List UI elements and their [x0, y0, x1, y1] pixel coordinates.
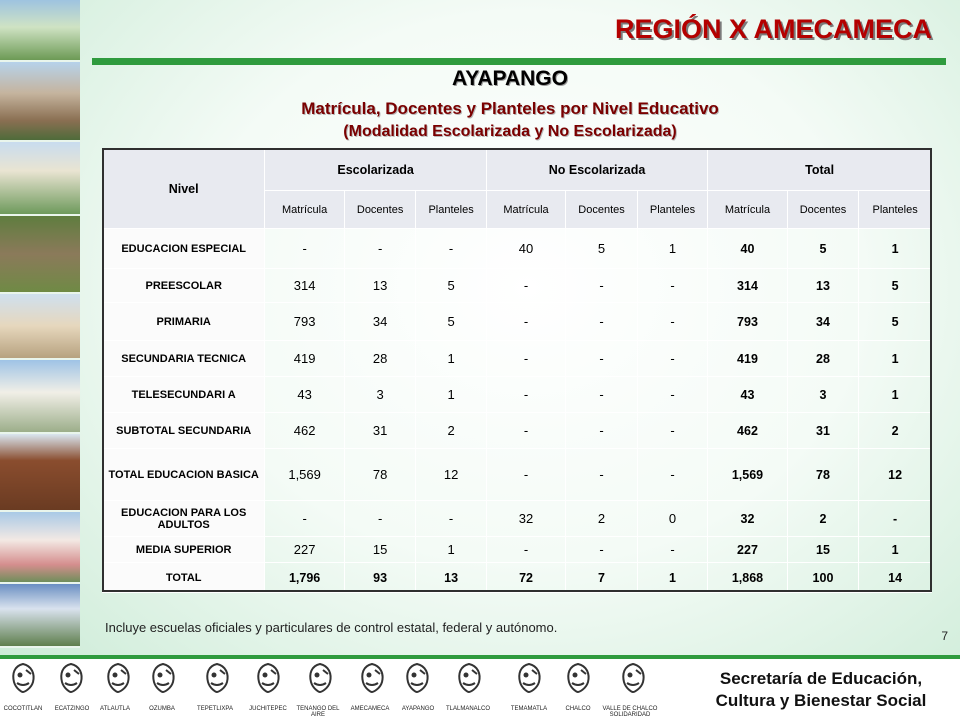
subheader-cell: Matrícula [708, 191, 787, 229]
header-total: Total [708, 149, 932, 191]
table-cell: 1 [859, 377, 932, 413]
subheader-cell: Docentes [787, 191, 859, 229]
secretaria-logo-text [692, 668, 950, 712]
table-cell: - [637, 269, 707, 303]
table-cell: - [637, 303, 707, 341]
municipio-glyph-icon [305, 662, 335, 694]
table-cell: - [859, 501, 932, 537]
table-row [103, 269, 932, 303]
municipio-label: VALLE DE CHALCO SOLIDARIDAD [602, 706, 658, 718]
row-nivel-label: TELESECUNDARI A [103, 377, 265, 413]
table-cell: 5 [566, 229, 638, 269]
subheader-cell: Planteles [637, 191, 707, 229]
table-row [103, 449, 932, 501]
table-cell: 28 [344, 341, 416, 377]
row-nivel-label: EDUCACION ESPECIAL [103, 229, 265, 269]
tower-photo [0, 434, 80, 512]
municipio-label: TEPETLIXPA [197, 706, 233, 712]
municipio-label: TLALMANALCO [445, 706, 490, 712]
table-cell: 34 [787, 303, 859, 341]
table-cell: - [486, 449, 565, 501]
table-cell: 2 [566, 501, 638, 537]
table-cell: 3 [344, 377, 416, 413]
municipio-label: TEMAMATLA [510, 706, 548, 712]
table-cell: - [344, 229, 416, 269]
table-cell: 2 [787, 501, 859, 537]
table-cell: 72 [486, 563, 565, 593]
table-cell: 14 [859, 563, 932, 593]
ruins-photo [0, 216, 80, 294]
municipio-label: CHALCO [565, 706, 591, 712]
table-cell: 31 [344, 413, 416, 449]
table-cell: 1 [859, 341, 932, 377]
row-nivel-label: TOTAL EDUCACION BASICA [103, 449, 265, 501]
table-cell: 3 [787, 377, 859, 413]
table-cell: 793 [708, 303, 787, 341]
table-cell: - [486, 377, 565, 413]
table-cell: 78 [344, 449, 416, 501]
table-cell: 462 [708, 413, 787, 449]
table-cell: 419 [265, 341, 344, 377]
municipio-glyph-icon [357, 662, 387, 694]
table-cell: 13 [416, 563, 486, 593]
table-cell: 793 [265, 303, 344, 341]
municipio-glyph-icon [618, 662, 648, 694]
table-cell: 1 [637, 229, 707, 269]
table-cell: - [566, 341, 638, 377]
table-cell: - [416, 229, 486, 269]
table-cell: 32 [486, 501, 565, 537]
table-cell: 31 [787, 413, 859, 449]
table-cell: 1 [416, 341, 486, 377]
table-cell: 1 [859, 229, 932, 269]
table-cell: - [416, 501, 486, 537]
table-cell: 40 [486, 229, 565, 269]
subheader-cell: Matrícula [265, 191, 344, 229]
municipio-label: COCOTITLAN [3, 706, 43, 712]
chapel-photo [0, 360, 80, 434]
municipio-label: JUCHITEPEC [249, 706, 287, 712]
table-row [103, 563, 932, 593]
table-cell: 1 [416, 377, 486, 413]
municipio-glyph-icon [514, 662, 544, 694]
table-cell: - [637, 449, 707, 501]
table-cell: - [486, 413, 565, 449]
row-nivel-label: TOTAL [103, 563, 265, 593]
table-cell: 5 [416, 303, 486, 341]
table-cell: 1,868 [708, 563, 787, 593]
table-cell: 5 [859, 303, 932, 341]
municipio-glyph-icon [253, 662, 283, 694]
table-cell: 462 [265, 413, 344, 449]
table-cell: - [486, 537, 565, 563]
table-body [103, 229, 932, 593]
table-cell: - [265, 229, 344, 269]
row-nivel-label: SECUNDARIA TECNICA [103, 341, 265, 377]
table-cell: 13 [344, 269, 416, 303]
table-cell: 2 [859, 413, 932, 449]
subheader-cell: Planteles [416, 191, 486, 229]
table-cell: 1 [637, 563, 707, 593]
table-cell: 28 [787, 341, 859, 377]
table-row [103, 303, 932, 341]
table-cell: 1 [416, 537, 486, 563]
table-cell: - [486, 303, 565, 341]
municipio-glyph-icon [563, 662, 593, 694]
table-cell: - [566, 449, 638, 501]
header-nivel: Nivel [103, 149, 265, 229]
table-cell: 314 [708, 269, 787, 303]
table-cell: - [486, 269, 565, 303]
table-cell: - [566, 413, 638, 449]
temple-photo [0, 512, 80, 584]
table-cell: 227 [708, 537, 787, 563]
table-cell: - [566, 537, 638, 563]
table-cell: 100 [787, 563, 859, 593]
subheader-cell: Planteles [859, 191, 932, 229]
subtitle-modalidad: (Modalidad Escolarizada y No Escolarizada) [343, 123, 677, 140]
table-cell: - [486, 341, 565, 377]
table-cell: 0 [637, 501, 707, 537]
row-nivel-label: PRIMARIA [103, 303, 265, 341]
village-photo [0, 142, 80, 216]
table-cell: 13 [787, 269, 859, 303]
table-cell: 5 [416, 269, 486, 303]
row-nivel-label: EDUCACION PARA LOS ADULTOS [103, 501, 265, 537]
table-cell: 1,569 [265, 449, 344, 501]
footnote: Incluye escuelas oficiales y particulares de control estatal, federal y autónomo. [105, 620, 558, 635]
table-row [103, 413, 932, 449]
data-table-wrapper [102, 148, 932, 592]
table-row [103, 537, 932, 563]
photo-strip [0, 0, 80, 650]
municipio-label: TENANGO DEL AIRE [296, 706, 340, 718]
data-table [102, 148, 932, 593]
secretaria-line2: Cultura y Bienestar Social [715, 691, 927, 710]
subtitle: Matrícula, Docentes y Planteles por Nivel Educativo [301, 99, 719, 118]
subheader-cell: Docentes [566, 191, 638, 229]
volcano-photo [0, 584, 80, 648]
table-cell: 7 [566, 563, 638, 593]
table-cell: - [637, 341, 707, 377]
title-rule [92, 58, 946, 65]
table-cell: - [344, 501, 416, 537]
table-cell: 1,796 [265, 563, 344, 593]
municipio-label: AYAPANGO [401, 706, 435, 712]
table-cell: 12 [859, 449, 932, 501]
landscape-photo [0, 0, 80, 62]
table-cell: 40 [708, 229, 787, 269]
municipio-glyph-icon [8, 662, 38, 694]
municipio-glyph-icon [202, 662, 232, 694]
table-cell: 93 [344, 563, 416, 593]
row-nivel-label: PREESCOLAR [103, 269, 265, 303]
municipio-glyph-icon [454, 662, 484, 694]
row-nivel-label: MEDIA SUPERIOR [103, 537, 265, 563]
table-cell: 5 [787, 229, 859, 269]
table-cell: 1 [859, 537, 932, 563]
municipio-label: ATLAUTLA [100, 706, 130, 712]
building-photo [0, 294, 80, 360]
table-cell: 314 [265, 269, 344, 303]
table-row [103, 341, 932, 377]
table-cell: 43 [265, 377, 344, 413]
row-nivel-label: SUBTOTAL SECUNDARIA [103, 413, 265, 449]
table-cell: 15 [787, 537, 859, 563]
table-cell: - [637, 377, 707, 413]
municipio-label: AMECAMECA [350, 706, 390, 712]
table-cell: 34 [344, 303, 416, 341]
table-cell: - [265, 501, 344, 537]
table-cell: - [637, 413, 707, 449]
municipio-title: AYAPANGO [452, 67, 568, 90]
subheader-cell: Matrícula [486, 191, 565, 229]
table-cell: - [566, 269, 638, 303]
table-cell: 43 [708, 377, 787, 413]
table-row [103, 501, 932, 537]
table-cell: 227 [265, 537, 344, 563]
table-cell: 1,569 [708, 449, 787, 501]
municipio-glyph-icon [148, 662, 178, 694]
header-no-escolarizada: No Escolarizada [486, 149, 707, 191]
table-cell: - [566, 377, 638, 413]
table-row [103, 229, 932, 269]
table-row [103, 377, 932, 413]
page-number: 7 [941, 629, 948, 643]
table-cell: - [566, 303, 638, 341]
secretaria-line1: Secretaría de Educación, [719, 669, 923, 688]
table-cell: 5 [859, 269, 932, 303]
municipio-label: ECATZINGO [54, 706, 90, 712]
header-escolarizada: Escolarizada [265, 149, 486, 191]
municipio-glyph-icon [402, 662, 432, 694]
subheader-cell: Docentes [344, 191, 416, 229]
table-cell: 2 [416, 413, 486, 449]
municipio-glyph-icon [103, 662, 133, 694]
table-cell: - [637, 537, 707, 563]
table-cell: 78 [787, 449, 859, 501]
region-title: REGIÓN X AMECAMECA [614, 14, 932, 44]
municipio-label: OZUMBA [149, 706, 175, 712]
table-cell: 12 [416, 449, 486, 501]
table-cell: 15 [344, 537, 416, 563]
table-cell: 419 [708, 341, 787, 377]
municipio-glyph-icon [56, 662, 86, 694]
table-cell: 32 [708, 501, 787, 537]
